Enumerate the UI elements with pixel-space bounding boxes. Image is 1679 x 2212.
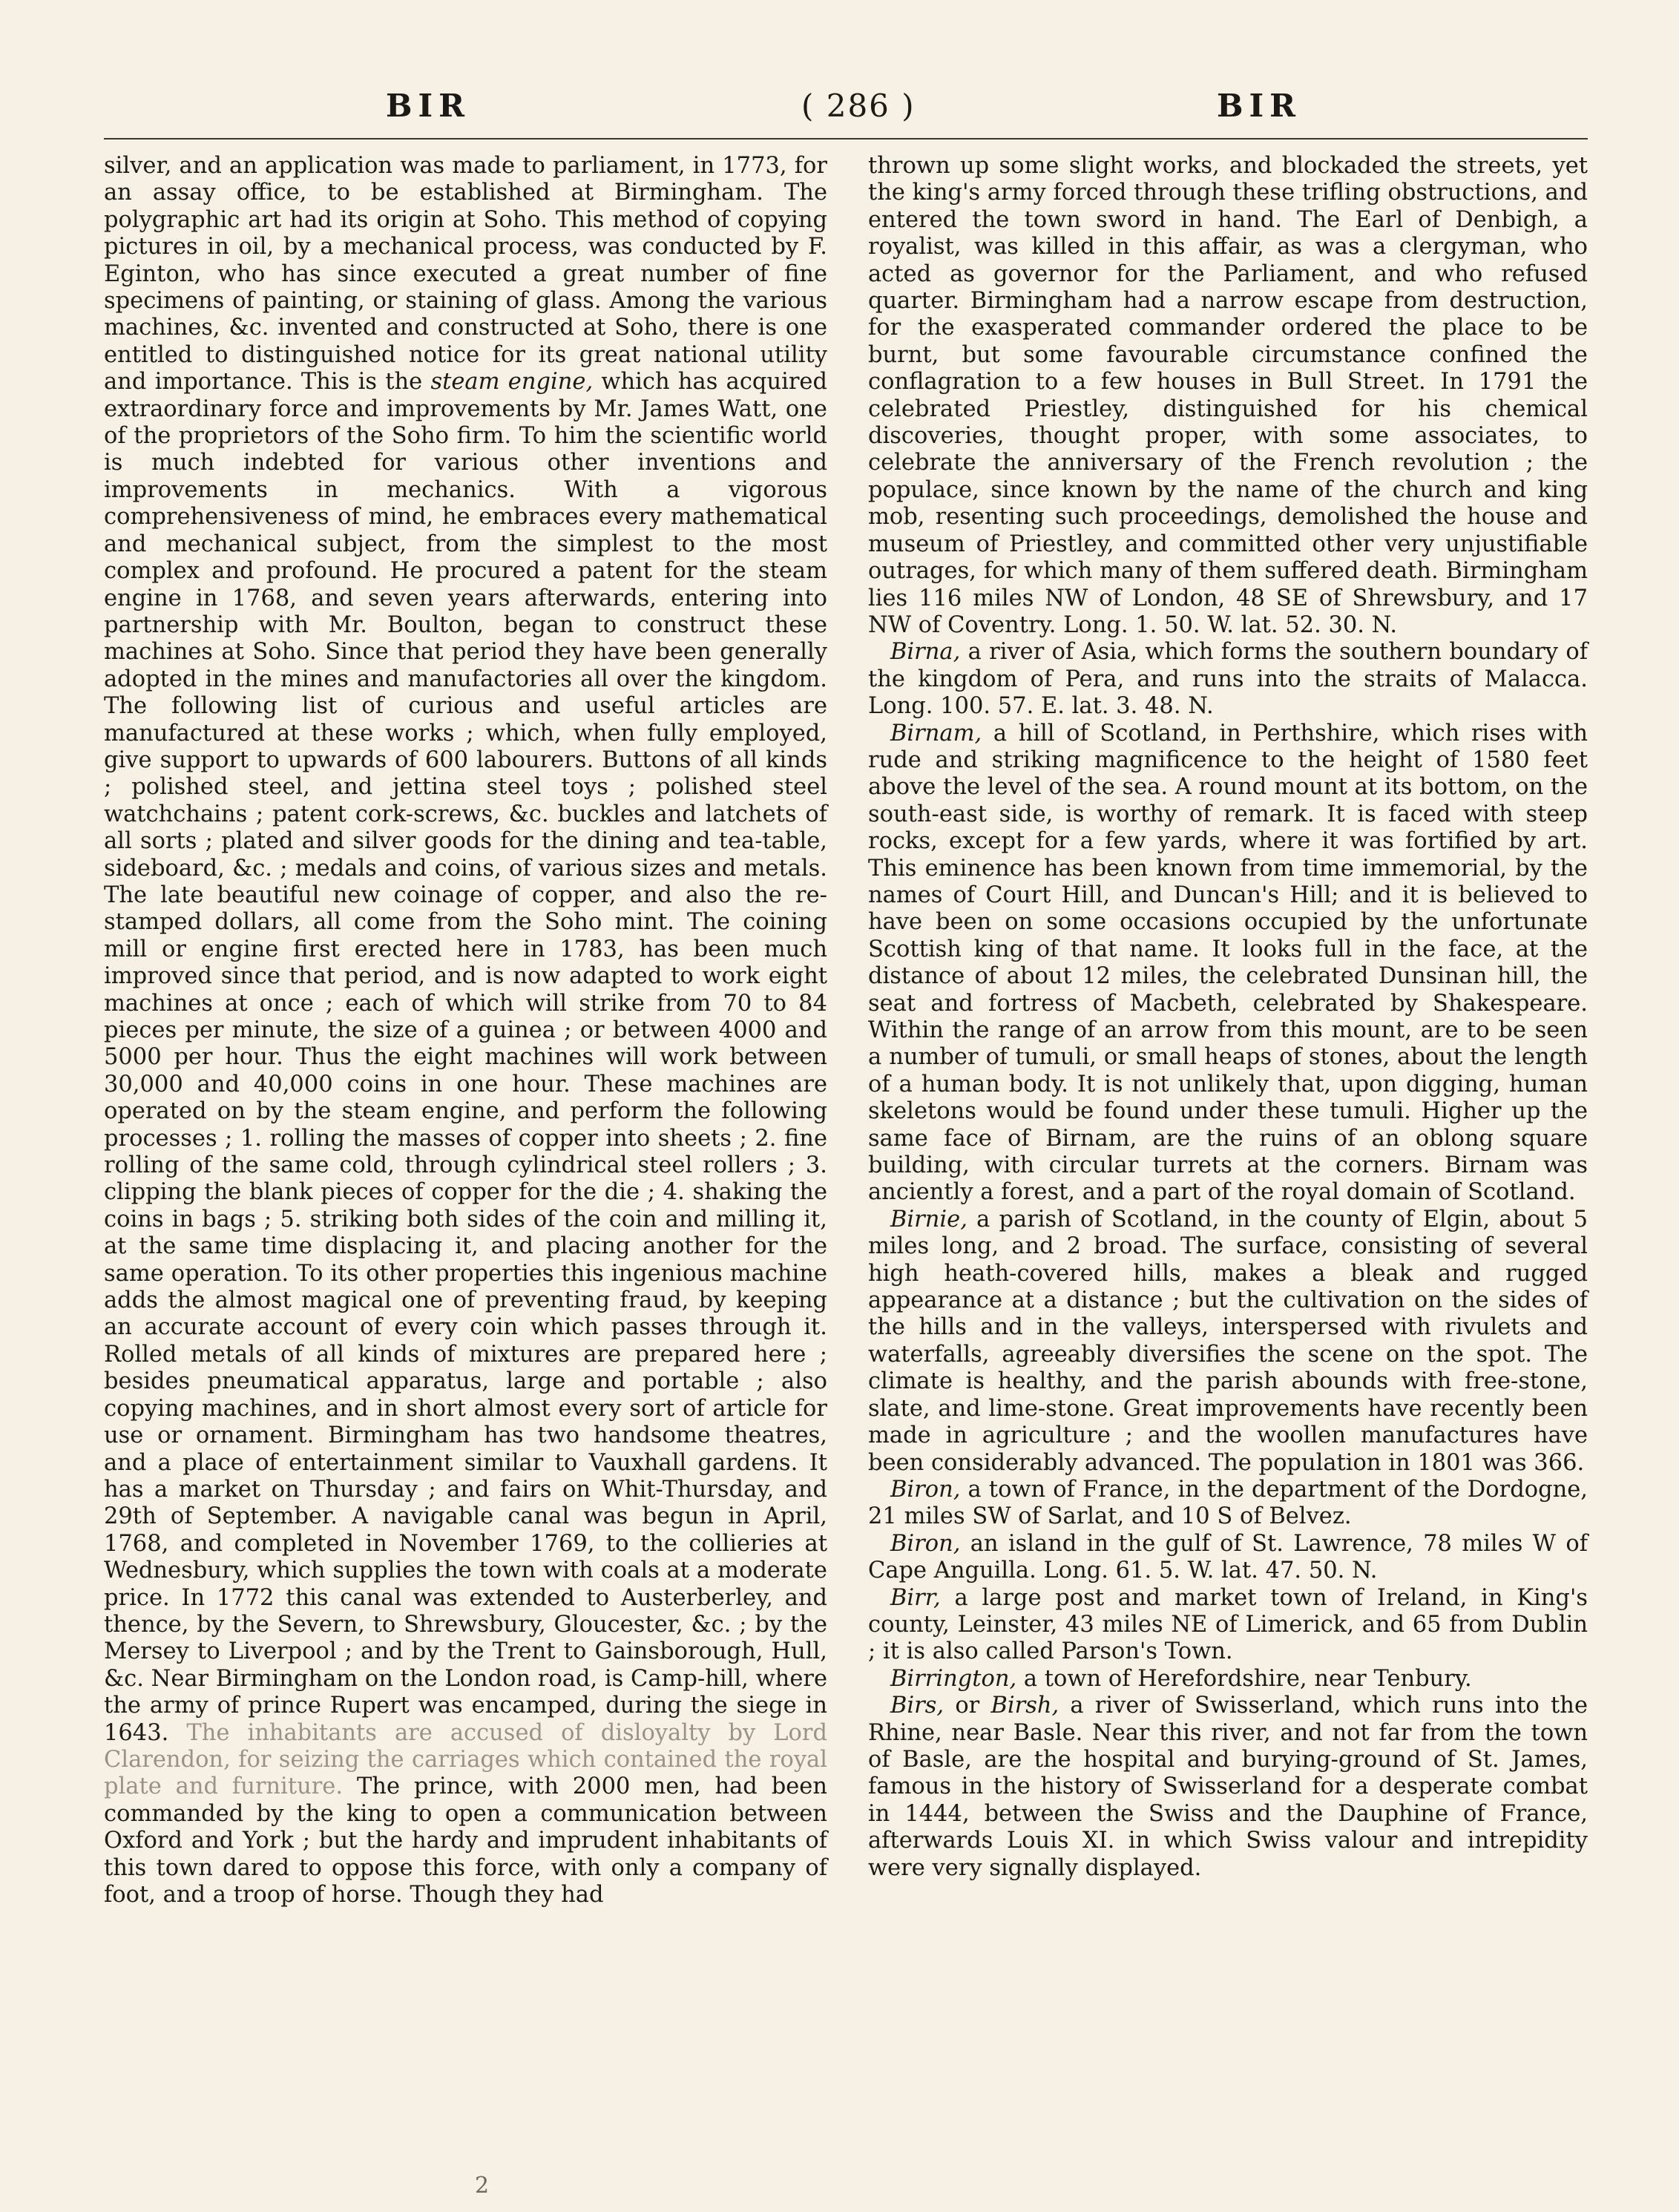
right-column bbox=[868, 153, 1588, 1882]
entry-birrington bbox=[868, 1666, 1588, 1693]
entry-text: a town of France, in the department of the Dordogne, 21 miles SW of Sarlat, and 10 S of Belvez. bbox=[868, 1476, 1588, 1530]
entry-headword: Birs, bbox=[890, 1693, 944, 1719]
paragraph-text: which has acquired extraordinary force and improvements by Mr. James Watt, one of the proprietors of the Soho firm. To him the scientific world is much indebted for various other inventions and improvements in mechanics. With a vigorous comprehensiveness of mind, he embraces every mathematical and mechanical subject, from the simplest to the most complex and profound. He procured a patent for the steam engine in 1768, and seven years afterwards, entering into partnership with Mr. Boulton, began to construct these machines at Soho. Since that period they have been generally adopted in the mines and manufactories all over the kingdom. The following list of curious and useful articles are manufactured at these works ; which, when fully employed, give support to upwards of 600 labourers. Buttons of all kinds ; polished steel, and jettina steel toys ; polished steel watchchains ; patent cork-screws, &c. buckles and latchets of all sorts ; plated and silver goods for the dining and tea-table, sideboard, &c. ; medals and coins, of various sizes and metals. The late beautiful new coinage of copper, and also the re-stamped dollars, all come from the Soho mint. The coining mill or engine first erected here in 1783, has been much improved since that period, and is now adapted to work eight machines at once ; each of which will strike from 70 to 84 pieces per minute, the size of a guinea ; or between 4000 and 5000 per hour. Thus the eight machines will work between 30,000 and 40,000 coins in one hour. These machines are operated on by the steam engine, and perform the following processes ; 1. rolling the masses of copper into sheets ; 2. fine rolling of the same cold, through cylindrical steel rollers ; 3. clipping the blank pieces of copper for the die ; 4. shaking the coins in bags ; 5. striking both sides of the coin and milling it, at the same time displacing it, and placing another for the same operation. To its other properties this ingenious machine adds the almost magical one of preventing fraud, by keeping an accurate account of every coin which passes through it. Rolled metals of all kinds of mixtures are prepared here ; besides pneumatical apparatus, large and portable ; also copying machines, and in short almost every sort of article for use or ornament. Birmingham has two handsome theatres, and a place of entertainment similar to Vauxhall gardens. It has a market on Thursday ; and fairs on Whit-Thursday, and 29th of September. A navigable canal was begun in April, 1768, and completed in November 1769, to the collieries at Wednesbury, which supplies the town with coals at a moderate price. In 1772 this canal was extended to Austerberley, and thence, by the Severn, to Shrewsbury, Gloucester, &c. ; by the Mersey to Liverpool ; and by the Trent to Gainsborough, Hull, &c. Near Birmingham on the London road, is Camp-hill, where the army of prince Rupert was encamped, during the siege in 1643. bbox=[104, 369, 827, 1746]
faded-text: The inhabitants are accused of disloyalty by Lord Clarendon, for seizing the carriages which contained the royal plate and furniture. bbox=[104, 1719, 827, 1800]
entry-text: an island in the gulf of St. Lawrence, 78 miles W of Cape Anguilla. Long. 61. 5. W. lat. 47. 50. N. bbox=[868, 1530, 1588, 1584]
entry-text: or bbox=[955, 1693, 980, 1719]
entry-headword: Biron, bbox=[890, 1476, 961, 1503]
entry-text: a parish of Scotland, in the county of Elgin, about 5 miles long, and 2 broad. The surface, consisting of several high heath-covered hills, makes a bleak and rugged appearance at a distance ; but the cultivation on the sides of the hills and in the valleys, interspersed with rivulets and waterfalls, agreeably diversifies the scene on the spot. The climate is healthy, and the parish abounds with free-stone, slate, and lime-stone. Great improvements have recently been made in agriculture ; and the woollen manufactures have been considerably advanced. The population in 1801 was 366. bbox=[868, 1206, 1588, 1476]
entry-birnam bbox=[868, 721, 1588, 1207]
entry-birr bbox=[868, 1585, 1588, 1666]
entry-text: a river of Swisserland, which runs into the Rhine, near Basle. Near this river, and not far from the town of Basle, are the hospital and burying-ground of St. James, famous in the history of Swisserland for a desperate combat in 1444, between the Swiss and the Dauphine of France, afterwards Louis XI. in which Swiss valour and intrepidity were very signally displayed. bbox=[868, 1693, 1588, 1881]
birmingham-continued-paragraph bbox=[104, 153, 827, 1909]
entry-birnie bbox=[868, 1207, 1588, 1477]
signature-mark: 2 bbox=[475, 2173, 490, 2199]
entry-text: a river of Asia, which forms the southern boundary of the kingdom of Pera, and runs into the straits of Malacca. Long. 100. 57. E. lat. 3. 48. N. bbox=[868, 639, 1588, 720]
entry-biron-island bbox=[868, 1531, 1588, 1585]
page-number: ( 286 ) bbox=[801, 88, 916, 124]
entry-headword: Birrington, bbox=[890, 1665, 1017, 1692]
paragraph-text: The prince, with 2000 men, had been commanded by the king to open a communication between Oxford and York ; but the hardy and imprudent inhabitants of this town dared to oppose this force, with only a company of foot, and a troop of horse. Though they had bbox=[104, 1773, 827, 1908]
entry-biron-town bbox=[868, 1477, 1588, 1531]
birmingham-continued-paragraph: thrown up some slight works, and blockaded the streets, yet the king's army forced through these trifling obstructions, and entered the town sword in hand. The Earl of Denbigh, a royalist, was killed in this affair, as was a clergyman, who acted as governor for the Parliament, and who refused quarter. Birmingham had a narrow escape from destruction, for the exasperated commander ordered the place to be burnt, but some favourable circumstance confined the conflagration to a few houses in Bull Street. In 1791 the celebrated Priestley, distinguished for his chemical discoveries, thought proper, with some associates, to celebrate the anniversary of the French revolution ; the populace, since known by the name of the church and king mob, resenting such proceedings, demolished the house and museum of Priestley, and committed other very unjustifiable outrages, for which many of them suffered death. Birmingham lies 116 miles NW of London, 48 SE of Shrewsbury, and 17 NW of Coventry. Long. 1. 50. W. lat. 52. 30. N. bbox=[868, 153, 1588, 638]
paragraph-text: silver, and an application was made to parliament, in 1773, for an assay office, to be established at Birmingham. The polygraphic art had its origin at Soho. This method of copying pictures in oil, by a mechanical process, was conducted by F. Eginton, who has since executed a great number of fine specimens of painting, or staining of glass. Among the various machines, &c. invented and constructed at Soho, there is one entitled to distinguished notice for its great national utility and importance. This is the bbox=[104, 153, 827, 396]
entry-birna bbox=[868, 639, 1588, 720]
running-header bbox=[104, 88, 1588, 132]
entry-headword: Birna, bbox=[890, 639, 961, 666]
entry-headword: Birnie, bbox=[890, 1206, 967, 1233]
entry-headword: Birr, bbox=[890, 1584, 941, 1611]
entry-text: a large post and market town of Ireland, in King's county, Leinster, 43 miles NE of Limerick, and 65 from Dublin ; it is also called Parson's Town. bbox=[868, 1584, 1588, 1665]
entry-birs bbox=[868, 1693, 1588, 1882]
entry-text: a town of Herefordshire, near Tenbury. bbox=[1023, 1665, 1472, 1692]
header-rule bbox=[104, 138, 1588, 140]
left-column bbox=[104, 153, 827, 1909]
entry-headword: Birsh, bbox=[990, 1693, 1059, 1719]
entry-text: a hill of Scotland, in Perthshire, which rises with rude and striking magnificence to the height of 1580 feet above the level of the sea. A round mount at its bottom, on the south-east side, is worthy of remark. It is faced with steep rocks, except for a few yards, where it was fortified by art. This eminence has been known from time immemorial, by the names of Court Hill, and Duncan's Hill; and it is believed to have been on some occasions occupied by the unfortunate Scottish king of that name. It looks full in the face, at the distance of about 12 miles, the celebrated Dunsinan hill, the seat and fortress of Macbeth, celebrated by Shakespeare. Within the range of an arrow from this mount, are to be seen a number of tumuli, or small heaps of stones, about the length of a human body. It is not unlikely that, upon digging, human skeletons would be found under these tumuli. Higher up the same face of Birnam, are the ruins of an oblong square building, with circular turrets at the corners. Birnam was anciently a forest, and a part of the royal domain of Scotland. bbox=[868, 720, 1588, 1206]
header-right-guideword: BIR bbox=[1217, 88, 1302, 124]
entry-headword: Biron, bbox=[890, 1530, 961, 1557]
emphasis-term: steam engine, bbox=[430, 369, 594, 396]
header-left-guideword: BIR bbox=[386, 88, 471, 124]
entry-headword: Birnam, bbox=[890, 720, 982, 746]
